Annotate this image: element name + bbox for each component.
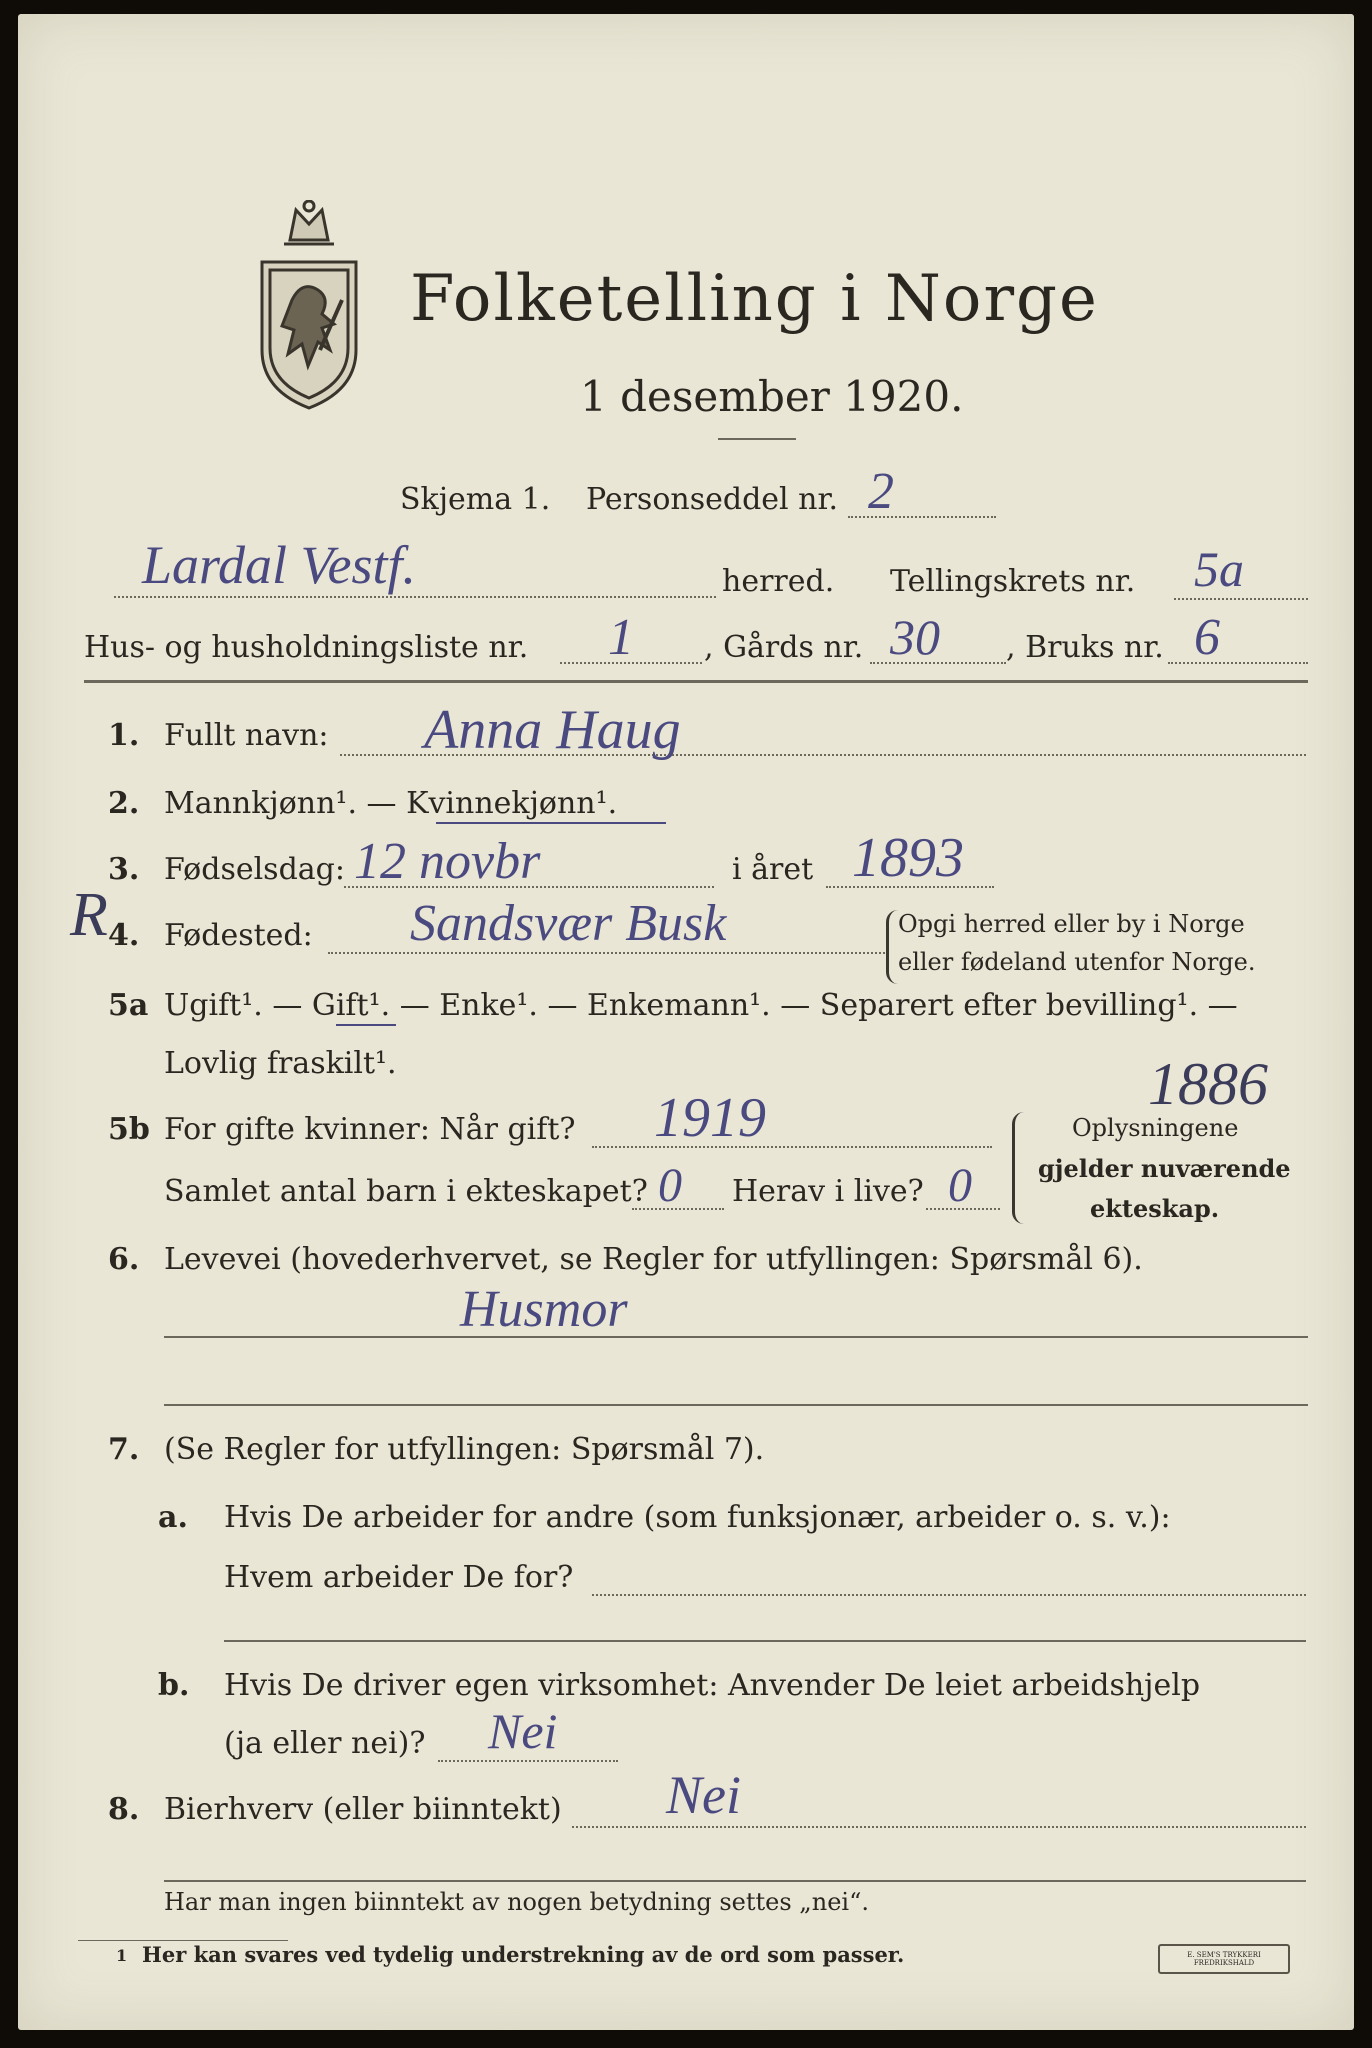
q5b-line — [592, 1146, 992, 1148]
q4-label: Fødested: — [164, 918, 313, 953]
census-date: 1 desember 1920. — [580, 372, 964, 421]
herred-label: herred. — [722, 564, 835, 599]
q7a-line-2 — [224, 1640, 1306, 1642]
q7b-text: Hvis De driver egen virksomhet: Anvender De leiet arbeidshjelp — [224, 1668, 1201, 1703]
full-name-value[interactable]: Anna Haug — [424, 699, 681, 761]
margin-mark: R — [70, 881, 108, 949]
gards-label: , Gårds nr. — [704, 630, 864, 665]
footnote-text: Her kan svares ved tydelig understrekning av de ord som passer. — [142, 1942, 905, 1967]
children-label: Samlet antal barn i ekteskapet? — [164, 1174, 648, 1209]
tellingskrets-label: Tellingskrets nr. — [890, 564, 1136, 599]
marital-status-options: Ugift¹. — Gift¹. — Enke¹. — Enkemann¹. — Separert efter bevilling¹. — — [164, 988, 1238, 1023]
q4-number: 4. — [108, 918, 140, 953]
year-label: i året — [732, 852, 814, 887]
herred-value[interactable]: Lardal Vestf. — [142, 535, 417, 595]
skjema-label: Skjema 1. — [400, 482, 551, 517]
marital-status-options-2: Lovlig fraskilt¹. — [164, 1046, 397, 1081]
q5b-number: 5b — [108, 1112, 150, 1147]
living-label: Herav i live? — [732, 1174, 924, 1209]
hired-help-value[interactable]: Nei — [488, 1703, 558, 1759]
marital-underline — [336, 1024, 396, 1026]
q5a-number: 5a — [108, 988, 149, 1023]
census-form-sheet — [18, 14, 1354, 2030]
tellingskrets-line — [1174, 598, 1308, 600]
q7-number: 7. — [108, 1432, 140, 1467]
norwegian-coat-of-arms-icon — [250, 200, 368, 414]
hus-label: Hus- og husholdningsliste nr. — [84, 630, 529, 665]
printer-stamp — [1158, 1944, 1290, 1974]
personseddel-value[interactable]: 2 — [868, 463, 894, 520]
marriage-note-2: gjelder nuværende — [1038, 1154, 1291, 1183]
q1-label: Fullt navn: — [164, 718, 329, 753]
gender-underline — [436, 822, 666, 824]
q5b-label: For gifte kvinner: Når gift? — [164, 1112, 576, 1147]
personseddel-label: Personseddel nr. — [586, 482, 839, 517]
q7b-question: (ja eller nei)? — [224, 1726, 426, 1761]
page-title: Folketelling i Norge — [410, 262, 1099, 336]
q7a-text: Hvis De arbeider for andre (som funksjonær, arbeider o. s. v.): — [224, 1500, 1171, 1535]
hus-value[interactable]: 1 — [608, 609, 634, 666]
marriage-year-value[interactable]: 1919 — [654, 1087, 766, 1149]
side-income-value[interactable]: Nei — [666, 1765, 741, 1825]
q6-line-2 — [164, 1404, 1308, 1406]
footnote-rule — [78, 1940, 288, 1941]
bruks-value[interactable]: 6 — [1194, 609, 1220, 666]
q8-line — [572, 1826, 1306, 1828]
bruks-line — [1168, 662, 1308, 664]
q1-number: 1. — [108, 718, 140, 753]
q5b-brace — [1012, 1112, 1029, 1224]
q8-label: Bierhverv (eller biinntekt) — [164, 1792, 562, 1827]
header-divider — [84, 680, 1308, 683]
q8-number: 8. — [108, 1792, 140, 1827]
q7a-line-1 — [592, 1594, 1306, 1596]
occupation-value[interactable]: Husmor — [460, 1281, 628, 1338]
q7a-question: Hvem arbeider De for? — [224, 1560, 574, 1595]
income-note: Har man ingen biinntekt av nogen betydning settes „nei“. — [164, 1888, 869, 1916]
marriage-note-3: ekteskap. — [1090, 1194, 1220, 1223]
printer-stamp-text: E. SEM'S TRYKKERI FREDRIKSHALD — [1187, 1951, 1261, 1967]
q7b-mark: b. — [158, 1668, 190, 1703]
q6-number: 6. — [108, 1242, 140, 1277]
q7b-line — [438, 1760, 618, 1762]
marriage-note-1: Oplysningene — [1072, 1114, 1239, 1142]
birth-year-value[interactable]: 1893 — [852, 827, 964, 889]
children-value[interactable]: 0 — [658, 1159, 682, 1212]
birthday-value[interactable]: 12 novbr — [354, 833, 541, 890]
q7a-mark: a. — [158, 1500, 188, 1535]
gards-value[interactable]: 30 — [890, 609, 940, 665]
footnote-mark: 1 — [116, 1946, 128, 1965]
margin-year-note: 1886 — [1148, 1051, 1268, 1117]
q7-label: (Se Regler for utfyllingen: Spørsmål 7). — [164, 1432, 765, 1467]
birthplace-value[interactable]: Sandsvær Busk — [410, 895, 727, 952]
q3-number: 3. — [108, 852, 140, 887]
tellingskrets-value[interactable]: 5a — [1194, 541, 1244, 597]
bruks-label: , Bruks nr. — [1006, 630, 1164, 665]
q6-line-1 — [164, 1336, 1308, 1338]
q3-label: Fødselsdag: — [164, 852, 345, 887]
birthplace-note-1: Opgi herred eller by i Norge — [898, 910, 1245, 938]
q2-number: 2. — [108, 786, 140, 821]
q6-label: Levevei (hovederhvervet, se Regler for utfyllingen: Spørsmål 6). — [164, 1242, 1143, 1277]
gender-options: Mannkjønn¹. — Kvinnekjønn¹. — [164, 786, 618, 821]
title-rule — [718, 438, 796, 440]
herred-line — [114, 596, 716, 598]
birthplace-note-2: eller fødeland utenfor Norge. — [898, 948, 1256, 976]
living-value[interactable]: 0 — [948, 1159, 972, 1212]
q8-line-2 — [164, 1880, 1306, 1882]
